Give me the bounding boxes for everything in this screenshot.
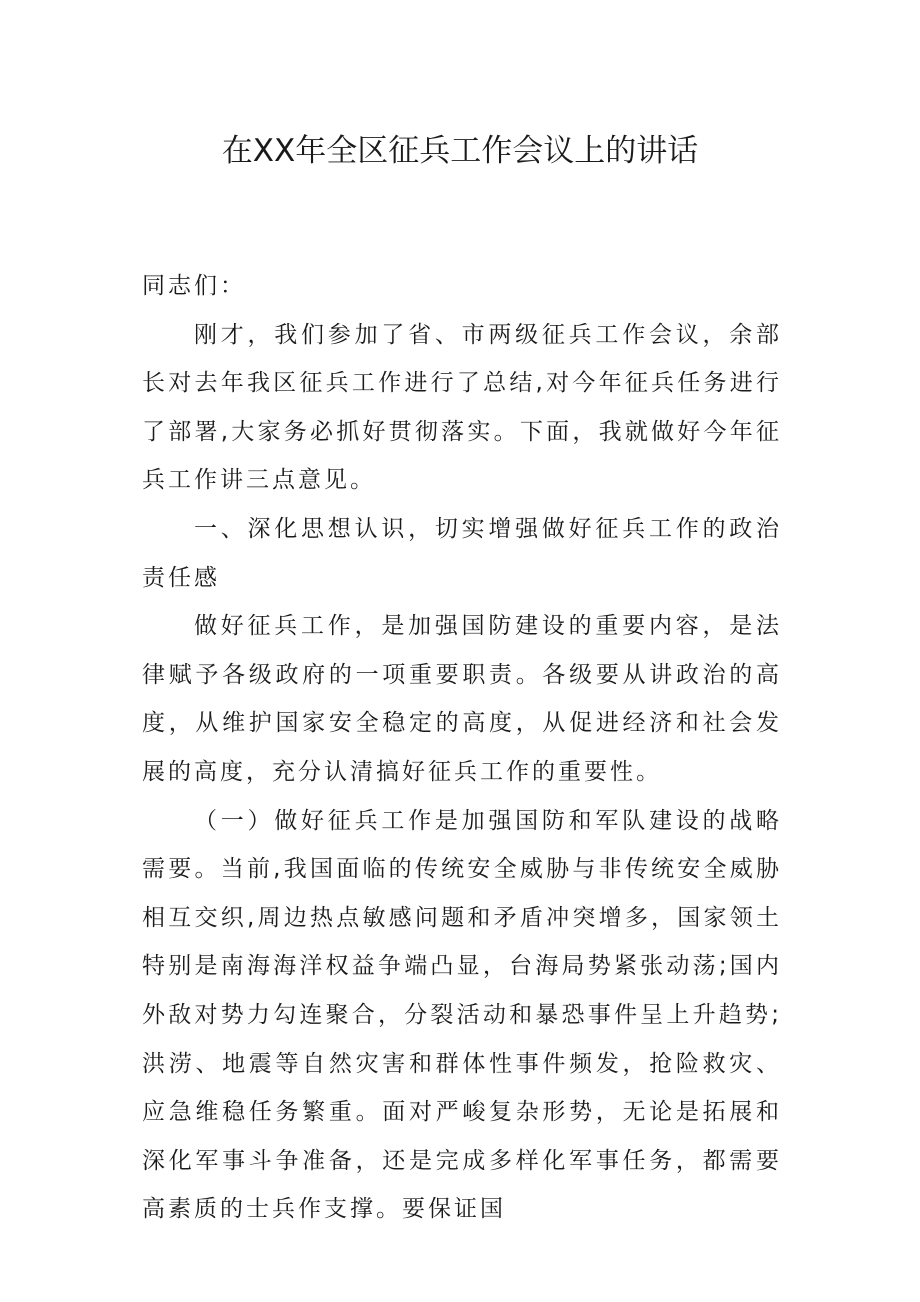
document-title: 在XX年全区征兵工作会议上的讲话 [221, 133, 699, 169]
paragraph-intro: 刚才，我们参加了省、市两级征兵工作会议，余部长对去年我区征兵工作进行了总结,对今年征兵任务进行了部署,大家务必抓好贯彻落实。下面，我就做好今年征兵工作讲三点意见。 [142, 321, 782, 494]
document-body [142, 262, 782, 1234]
paragraph-subsection-1: （一）做好征兵工作是加强国防和军队建设的战略需要。当前,我国面临的传统安全威胁与非传统安全威胁相互交织,周边热点敏感问题和矛盾冲突增多，国家领土特别是南海海洋权益争端凸显，台海局势紧张动荡;国内外敌对势力勾连聚合，分裂活动和暴恐事件呈上升趋势;洪涝、地震等自然灾害和群体性事件频发，抢险救灾、应急维稳任务繁重。面对严峻复杂形势，无论是拓展和深化军事斗争准备，还是完成多样化军事任务，都需要高素质的士兵作支撑。要保证国 [142, 807, 782, 1223]
salutation: 同志们： [142, 273, 246, 299]
section-heading-1: 一、深化思想认识，切实增强做好征兵工作的政治责任感 [142, 515, 782, 591]
paragraph-section-1: 做好征兵工作，是加强国防建设的重要内容，是法律赋予各级政府的一项重要职责。各级要从讲政治的高度，从维护国家安全稳定的高度，从促进经济和社会发展的高度，充分认清搞好征兵工作的重要性。 [142, 613, 782, 785]
